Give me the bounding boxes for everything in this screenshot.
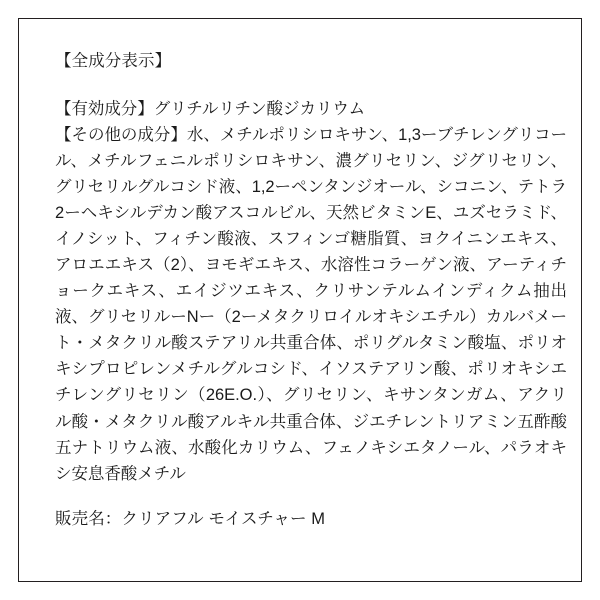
active-ingredients-text: 【有効成分】グリチルリチン酸ジカリウム bbox=[55, 99, 366, 118]
product-name-line: 販売名：クリアフル モイスチャー M bbox=[55, 509, 326, 528]
ingredient-list-heading: 【全成分表示】 bbox=[55, 52, 172, 70]
label-content bbox=[55, 49, 585, 531]
other-ingredients-text: 【その他の成分】水、メチルポリシロキサン、1,3ーブチレングリコール、メチルフェニルポリシロキサン、濃グリセリン、ジグリセリン、グリセリルグルコシド液、1,2ーペンタンジオール、シコニン、テトラ2ーヘキシルデカン酸アスコルビル、天然ビタミンE、ユズセラミド、イノシット、フィチン酸液、スフィンゴ糖脂質、ヨクイニンエキス、アロエエキス（2）、ヨモギエキス、水溶性コラーゲン液、アーティチョークエキス、エイジツエキス、クリサンテルムインディクム抽出液、グリセリルーNー（2ーメタクリロイルオキシエチル）カルバメート・メタクリル酸ステアリル共重合体、ポリグルタミン酸塩、ポリオキシプロピレンメチルグルコシド、イソステアリン酸、ポリオキシエチレングリセリン（26E.O.）、グリセリン、キサンタンガム、アクリル酸・メタクリル酸アルキル共重合体、ジエチレントリアミン五酢酸五ナトリウム液、水酸化カリウム、フェノキシエタノール、パラオキシ安息香酸メチル bbox=[55, 125, 567, 483]
section-spacer bbox=[55, 487, 585, 507]
label-border-frame bbox=[18, 18, 582, 582]
